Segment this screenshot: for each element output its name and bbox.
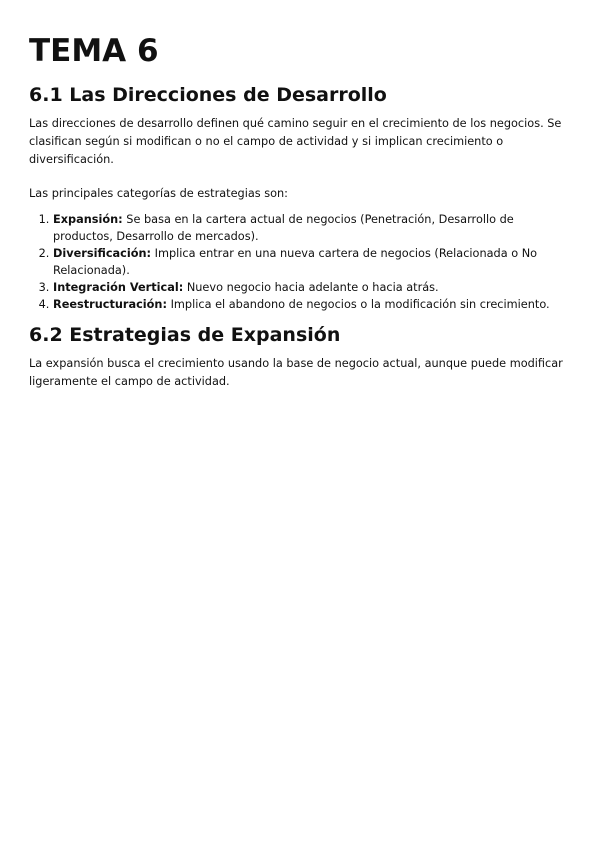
- section-heading-6-2: 6.2 Estrategias de Expansión: [29, 324, 341, 346]
- list-item: [53, 211, 569, 245]
- list-item-text: Nuevo negocio hacia adelante o hacia atrás.: [183, 281, 439, 294]
- strategy-categories-list: [29, 211, 569, 313]
- section-6-2-paragraph-1: La expansión busca el crecimiento usando la base de negocio actual, aunque puede modificar ligeramente el campo de actividad.: [29, 357, 563, 388]
- list-item-text: Implica entrar en una nueva cartera de negocios (Relacionada o No Relacionada).: [53, 247, 538, 277]
- list-item: [53, 279, 569, 296]
- list-item-term: Integración Vertical:: [53, 281, 184, 294]
- section-6-1-paragraph-2: Las principales categorías de estrategias son:: [29, 187, 288, 200]
- section-6-1-paragraph-1: Las direcciones de desarrollo definen qué camino seguir en el crecimiento de los negocios. Se clasifican según si modifican o no el campo de actividad y si implican crecimiento o diversificación.: [29, 117, 562, 166]
- list-item: [53, 296, 569, 313]
- list-item: [53, 245, 569, 279]
- list-item-text: Implica el abandono de negocios o la modificación sin crecimiento.: [166, 298, 550, 311]
- list-item-text: Se basa en la cartera actual de negocios (Penetración, Desarrollo de productos, Desarrollo de mercados).: [53, 213, 514, 243]
- document-title: TEMA 6: [29, 33, 159, 69]
- list-item-term: Reestructuración:: [53, 298, 167, 311]
- document-content: [29, 32, 569, 391]
- list-item-term: Diversificación:: [53, 247, 152, 260]
- list-item-term: Expansión:: [53, 213, 123, 226]
- section-heading-6-1: 6.1 Las Direcciones de Desarrollo: [29, 84, 387, 106]
